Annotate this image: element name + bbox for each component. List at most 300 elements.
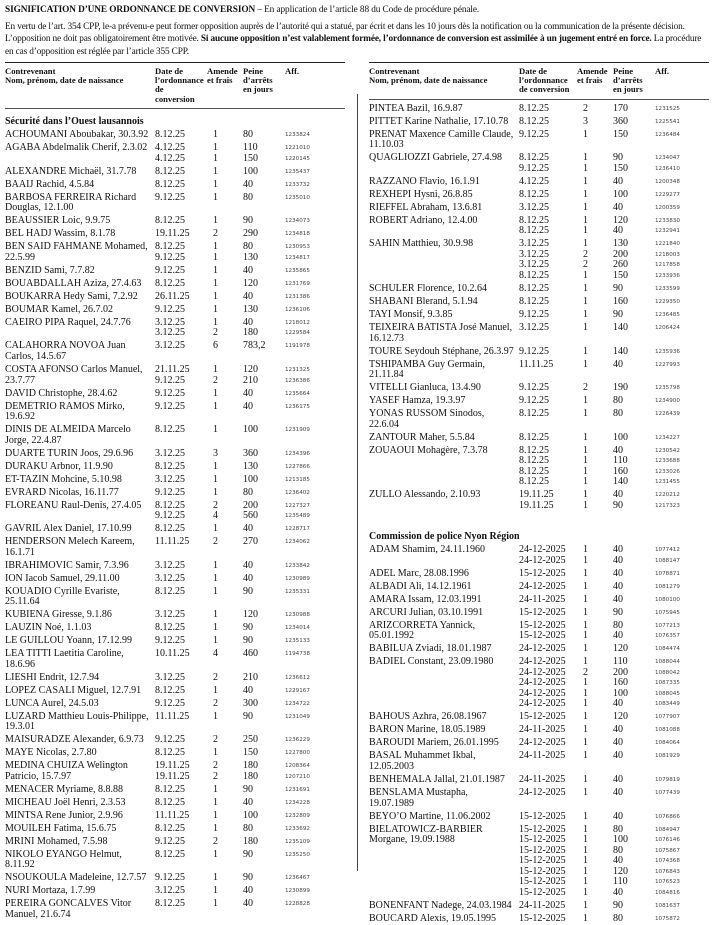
value-rows [155, 712, 345, 723]
peine-cell: 210 [243, 374, 258, 386]
peine-cell: 140 [613, 321, 628, 333]
amende-cell: 6 [213, 340, 218, 352]
contrevenant-name: MAYE Nicolas, 2.7.80 [5, 747, 97, 759]
value-rows [519, 657, 709, 710]
table-row [5, 574, 345, 585]
peine-cell: 170 [613, 102, 628, 114]
table-row [5, 389, 345, 400]
peine-cell: 90 [243, 848, 253, 860]
aff-cell: 1231691 [285, 786, 310, 793]
value-rows [519, 190, 709, 201]
aff-cell: 1217323 [655, 503, 680, 510]
value-rows [155, 899, 345, 910]
amende-cell: 2 [583, 248, 588, 260]
value-row [519, 433, 709, 444]
aff-cell: 1229277 [655, 191, 680, 198]
amende-cell: 1 [583, 844, 588, 856]
date-cell: 9.12.25 [519, 309, 549, 320]
value-row [155, 305, 345, 316]
amende-cell: 1 [583, 580, 588, 592]
date-cell: 9.12.25 [155, 835, 185, 847]
table-row [5, 785, 345, 796]
amende-cell: 4 [213, 510, 218, 522]
value-rows [519, 621, 709, 642]
value-rows [519, 712, 709, 723]
contrevenant-name: REXHEPI Hysni, 26.8.85 [369, 188, 473, 200]
header-aff: Aff. [285, 66, 300, 76]
peine-cell: 40 [613, 580, 623, 592]
peine-cell: 120 [243, 609, 258, 621]
peine-cell: 80 [243, 129, 253, 141]
amende-cell: 1 [583, 238, 588, 250]
amende-cell: 1 [583, 175, 588, 187]
value-rows [155, 167, 345, 178]
amende-cell: 1 [213, 277, 218, 289]
value-row [519, 631, 709, 642]
peine-cell: 40 [243, 559, 253, 571]
date-cell: 8.12.25 [155, 796, 185, 808]
value-row [519, 310, 709, 321]
top-rule [369, 62, 709, 63]
value-rows [155, 130, 345, 141]
date-cell: 15-12-2025 [519, 887, 566, 899]
value-row [155, 699, 345, 710]
amende-cell: 1 [583, 358, 588, 370]
amende-cell: 1 [213, 387, 218, 399]
section-title: Sécurité dans l’Ouest lausannois [5, 115, 144, 127]
value-rows [155, 449, 345, 460]
amende-cell: 4 [213, 648, 218, 660]
aff-cell: 1233599 [655, 286, 680, 293]
date-cell: 8.12.25 [155, 585, 185, 597]
peine-cell: 290 [243, 228, 258, 240]
date-cell: 19.11.25 [519, 489, 554, 501]
peine-cell: 150 [243, 747, 258, 759]
date-cell: 8.12.25 [155, 499, 185, 511]
amende-cell: 1 [583, 630, 588, 642]
date-cell: 24-12-2025 [519, 656, 566, 668]
table-row [5, 824, 345, 835]
value-row [519, 582, 709, 593]
value-rows [155, 425, 345, 436]
table-row [5, 899, 345, 920]
table-row [369, 409, 709, 430]
peine-cell: 90 [243, 622, 253, 634]
peine-cell: 160 [613, 465, 628, 477]
peine-cell: 40 [243, 264, 253, 276]
table-row [369, 383, 709, 394]
value-rows [155, 574, 345, 585]
peine-cell: 200 [243, 499, 258, 511]
value-row [519, 775, 709, 786]
date-cell: 8.12.25 [155, 215, 185, 227]
aff-cell: 1232809 [285, 812, 310, 819]
peine-cell: 80 [613, 395, 623, 407]
amende-cell: 1 [213, 523, 218, 535]
title-rest: – En application de l’article 88 du Code de procédure pénale. [255, 5, 480, 15]
contrevenant-name: LUNCA Aurel, 24.5.03 [5, 697, 99, 709]
value-row [519, 297, 709, 308]
amende-cell: 3 [213, 447, 218, 459]
peine-cell: 40 [613, 567, 623, 579]
peine-cell: 120 [613, 643, 628, 655]
aff-cell: 1217858 [655, 262, 680, 269]
value-row [155, 229, 345, 240]
aff-cell: 1208364 [285, 763, 310, 770]
aff-cell: 1234014 [285, 625, 310, 632]
table-row [5, 636, 345, 647]
amende-cell: 1 [213, 747, 218, 759]
amende-cell: 2 [213, 760, 218, 772]
notice-intro [5, 21, 708, 58]
peine-cell: 120 [613, 214, 628, 226]
amende-cell: 1 [583, 201, 588, 213]
aff-cell: 1218012 [285, 319, 310, 326]
contrevenant-name: QUAGLIOZZI Gabriele, 27.4.98 [369, 152, 503, 164]
value-row [519, 477, 709, 488]
header-contrevenant-label: Contrevenant [5, 66, 56, 76]
date-cell: 3.12.25 [155, 473, 185, 485]
amende-cell: 1 [583, 876, 588, 888]
amende-cell: 1 [213, 178, 218, 190]
table-row [5, 712, 345, 733]
value-row [519, 788, 709, 799]
contrevenant-name: KOUADIO Cyrille Evariste, 25.11.64 [5, 585, 120, 608]
amende-cell: 1 [213, 129, 218, 141]
value-row [155, 798, 345, 809]
aff-cell: 1236402 [285, 489, 310, 496]
contrevenant-name: LOPEZ CASALI Miguel, 12.7.91 [5, 684, 142, 696]
value-row [155, 253, 345, 264]
date-cell: 3.12.25 [155, 671, 185, 683]
table-row [5, 365, 345, 386]
amende-cell: 1 [583, 810, 588, 822]
amende-cell: 2 [583, 382, 588, 394]
date-cell: 24-12-2025 [519, 580, 566, 592]
contrevenant-name: BIELATOWICZ-BARBIER Morgane, 19.09.1988 [369, 823, 483, 846]
table-row [369, 545, 709, 566]
contrevenant-name: ION Iacob Samuel, 29.11.00 [5, 572, 120, 584]
date-cell: 21.11.25 [155, 363, 190, 375]
date-cell: 19.11.25 [155, 770, 190, 782]
peine-cell: 40 [243, 898, 253, 910]
table-row [5, 266, 345, 277]
date-cell: 8.12.25 [519, 476, 549, 488]
amende-cell: 1 [583, 606, 588, 618]
contrevenant-name: RAZZANO Flavio, 16.1.91 [369, 175, 480, 187]
header-peine: Peine d’arrêts en jours [613, 66, 643, 95]
value-row [519, 284, 709, 295]
amende-cell: 1 [213, 872, 218, 884]
contrevenant-name: PITTET Karine Nathalie, 17.10.78 [369, 115, 509, 127]
aff-cell: 1207210 [285, 773, 310, 780]
amende-cell: 1 [213, 684, 218, 696]
amende-cell: 1 [583, 408, 588, 420]
table-row [369, 775, 709, 786]
peine-cell: 120 [613, 711, 628, 723]
date-cell: 4.12.25 [155, 152, 185, 164]
peine-cell: 100 [243, 424, 258, 436]
top-rule [5, 62, 345, 63]
table-row [369, 644, 709, 655]
column-divider [357, 94, 358, 871]
value-row [155, 673, 345, 684]
peine-cell: 90 [243, 635, 253, 647]
aff-cell: 1234722 [285, 700, 310, 707]
date-cell: 24-11-2025 [519, 750, 566, 762]
aff-cell: 1236484 [655, 131, 680, 138]
date-cell: 8.12.25 [155, 523, 185, 535]
date-cell: 8.12.25 [519, 296, 549, 308]
date-cell: 24-12-2025 [519, 666, 566, 678]
amende-cell: 1 [583, 431, 588, 443]
aff-cell: 1231455 [655, 479, 680, 486]
table-row [5, 561, 345, 572]
date-cell: 9.12.25 [155, 486, 185, 498]
contrevenant-name: BOUABDALLAH Aziza, 27.4.63 [5, 277, 142, 289]
table-row [5, 610, 345, 621]
peine-cell: 130 [243, 251, 258, 263]
contrevenant-name: KUBIENA Giresse, 9.1.86 [5, 609, 112, 621]
value-row [155, 785, 345, 796]
amende-cell: 1 [213, 585, 218, 597]
date-cell: 3.12.25 [519, 321, 549, 333]
value-rows [155, 673, 345, 684]
amende-cell: 2 [213, 228, 218, 240]
contrevenant-name: HENDERSON Melech Kareem, 16.1.71 [5, 536, 135, 558]
contrevenant-name: BENSLAMA Mustapha, 19.07.1989 [369, 786, 468, 809]
amende-cell: 1 [583, 593, 588, 605]
amende-cell: 1 [583, 455, 588, 467]
amende-cell: 1 [213, 152, 218, 164]
peine-cell: 90 [613, 309, 623, 320]
aff-cell: 1233732 [285, 181, 310, 188]
value-rows [519, 545, 709, 566]
amende-cell: 1 [583, 786, 588, 798]
date-cell: 19.11.25 [519, 500, 554, 512]
contrevenant-name: BOUMAR Kamel, 26.7.02 [5, 303, 114, 315]
contrevenant-name: NIKOLO EYANGO Helmut, 8.11.92 [5, 848, 122, 871]
value-rows [519, 595, 709, 606]
header-nom-label: Nom, prénom, date de naissance [369, 75, 488, 86]
notice-title [5, 4, 708, 16]
value-rows [155, 475, 345, 486]
table-row [5, 475, 345, 486]
peine-cell: 460 [243, 648, 258, 660]
peine-cell: 180 [243, 760, 258, 772]
aff-cell: 1229584 [285, 330, 310, 337]
peine-cell: 40 [613, 593, 623, 605]
aff-cell: 1234900 [655, 398, 680, 405]
peine-cell: 80 [613, 823, 623, 835]
contrevenant-name: BOUCARD Alexis, 19.05.1995 [369, 913, 496, 925]
peine-cell: 180 [243, 770, 258, 782]
value-rows [155, 305, 345, 316]
amende-cell: 1 [583, 283, 588, 295]
aff-cell: 1232941 [655, 228, 680, 235]
value-rows [519, 608, 709, 619]
value-rows [155, 761, 345, 782]
date-cell: 24-12-2025 [519, 687, 566, 699]
value-row [155, 524, 345, 535]
date-cell: 8.12.25 [155, 241, 185, 253]
value-rows [155, 837, 345, 848]
contrevenant-name: ACHOUMANI Aboubakar, 30.3.92 [5, 129, 149, 141]
amende-cell: 1 [213, 460, 218, 472]
amende-cell: 1 [583, 296, 588, 308]
date-cell: 3.12.25 [155, 559, 185, 571]
contrevenant-name: BENHEMALA Jallal, 21.01.1987 [369, 773, 505, 785]
header-contrevenant [369, 67, 519, 95]
table-row [5, 341, 345, 362]
header-amende: Amende et frais [207, 66, 238, 86]
table-row [369, 284, 709, 295]
aff-cell: 1231386 [285, 293, 310, 300]
aff-cell: 1229167 [285, 687, 310, 694]
date-cell: 3.12.25 [519, 201, 549, 213]
table-row [369, 177, 709, 188]
aff-cell: 1084816 [655, 890, 680, 897]
aff-cell: 1206424 [655, 324, 680, 331]
peine-cell: 80 [613, 913, 623, 925]
intro-end: La procédure en cas d’opposition est réglée par l’article 355 CPP. [5, 34, 702, 57]
date-cell: 3.12.25 [155, 447, 185, 459]
aff-cell: 1231769 [285, 280, 310, 287]
value-rows [519, 177, 709, 188]
peine-cell: 40 [613, 887, 623, 899]
table-row [5, 649, 345, 670]
peine-cell: 90 [243, 710, 253, 722]
date-cell: 9.12.25 [519, 395, 549, 407]
value-row [155, 488, 345, 499]
peine-cell: 40 [613, 737, 623, 749]
intro-bold: Si aucune opposition n’est valablement formée, l’ordonnance de conversion est assimilée à un jugement entré en force. [200, 34, 652, 45]
value-rows [155, 636, 345, 647]
contrevenant-name: BEAUSSIER Loic, 9.9.75 [5, 215, 111, 227]
value-rows [155, 143, 345, 164]
value-row [519, 712, 709, 723]
aff-cell: 1083449 [655, 701, 680, 708]
aff-cell: 1074368 [655, 858, 680, 865]
aff-cell: 1081088 [655, 727, 680, 734]
date-cell: 8.12.25 [519, 431, 549, 443]
contrevenant-name: DUARTE TURIN Joos, 29.6.96 [5, 447, 134, 459]
value-row [155, 610, 345, 621]
date-cell: 8.12.25 [519, 214, 549, 226]
aff-cell: 1220145 [285, 155, 310, 162]
table-row [5, 735, 345, 746]
aff-cell: 1236485 [655, 312, 680, 318]
peine-cell: 180 [243, 835, 258, 847]
value-rows [155, 587, 345, 598]
aff-cell: 1235250 [285, 851, 310, 858]
aff-cell: 1235936 [655, 348, 680, 355]
peine-cell: 80 [243, 486, 253, 498]
aff-cell: 1081929 [655, 753, 680, 760]
contrevenant-name: BADIEL Constant, 23.09.1980 [369, 656, 494, 668]
date-cell: 24-12-2025 [519, 554, 566, 566]
date-cell: 15-12-2025 [519, 844, 566, 856]
peine-cell: 200 [613, 248, 628, 260]
table-row [5, 673, 345, 684]
value-rows [519, 901, 709, 912]
amende-cell: 1 [583, 500, 588, 512]
value-rows [155, 341, 345, 352]
value-rows [155, 699, 345, 710]
amende-cell: 1 [583, 225, 588, 237]
contrevenant-name: BEYO’O Martine, 11.06.2002 [369, 810, 491, 822]
table-row [5, 699, 345, 710]
contrevenant-name: TOURE Seydouh Stéphane, 26.3.97 [369, 345, 514, 357]
amende-cell: 1 [213, 290, 218, 302]
value-row [519, 569, 709, 580]
value-rows [519, 216, 709, 237]
value-rows [155, 318, 345, 339]
date-cell: 9.12.25 [155, 191, 185, 203]
value-rows [519, 490, 709, 511]
value-rows [155, 537, 345, 548]
amende-cell: 1 [583, 345, 588, 357]
value-rows [519, 117, 709, 128]
aff-cell: 1080100 [655, 596, 680, 603]
amende-cell: 1 [583, 823, 588, 835]
table-row [369, 117, 709, 128]
value-row [519, 271, 709, 282]
peine-cell: 40 [613, 225, 623, 237]
contrevenant-name: ROBERT Adriano, 12.4.00 [369, 214, 478, 226]
value-rows [155, 686, 345, 697]
contrevenant-name: ARCURI Julian, 03.10.1991 [369, 606, 484, 618]
contrevenant-name: ALEXANDRE Michaël, 31.7.78 [5, 165, 137, 177]
value-row [155, 376, 345, 387]
header-aff: Aff. [655, 66, 670, 76]
value-row [155, 402, 345, 413]
amende-cell: 2 [213, 374, 218, 386]
contrevenant-name: DAVID Christophe, 28.4.62 [5, 387, 118, 399]
date-cell: 9.12.25 [155, 303, 185, 315]
value-row [155, 167, 345, 178]
peine-cell: 40 [613, 358, 623, 370]
value-rows [155, 279, 345, 290]
date-cell: 9.12.25 [519, 345, 549, 357]
value-rows [519, 310, 709, 321]
date-cell: 3.12.25 [519, 259, 549, 271]
amende-cell: 1 [583, 188, 588, 200]
value-rows [155, 886, 345, 897]
contrevenant-name: TAYI Monsif, 9.3.85 [369, 309, 453, 320]
amende-cell: 1 [213, 609, 218, 621]
peine-cell: 90 [613, 283, 623, 295]
peine-cell: 40 [613, 750, 623, 762]
date-cell: 8.12.25 [155, 898, 185, 910]
value-rows [155, 242, 345, 263]
amende-cell: 2 [583, 259, 588, 271]
table-row [5, 587, 345, 608]
date-cell: 9.12.25 [155, 264, 185, 276]
aff-cell: 1236229 [285, 737, 310, 744]
amende-cell: 1 [213, 473, 218, 485]
value-row [519, 226, 709, 237]
amende-cell: 2 [213, 536, 218, 548]
amende-cell: 1 [213, 191, 218, 203]
value-row [155, 899, 345, 910]
table-row [5, 886, 345, 897]
table-row [5, 229, 345, 240]
value-rows [519, 203, 709, 214]
value-row [519, 545, 709, 556]
amende-cell: 1 [583, 677, 588, 689]
date-cell: 11.11.25 [519, 358, 554, 370]
